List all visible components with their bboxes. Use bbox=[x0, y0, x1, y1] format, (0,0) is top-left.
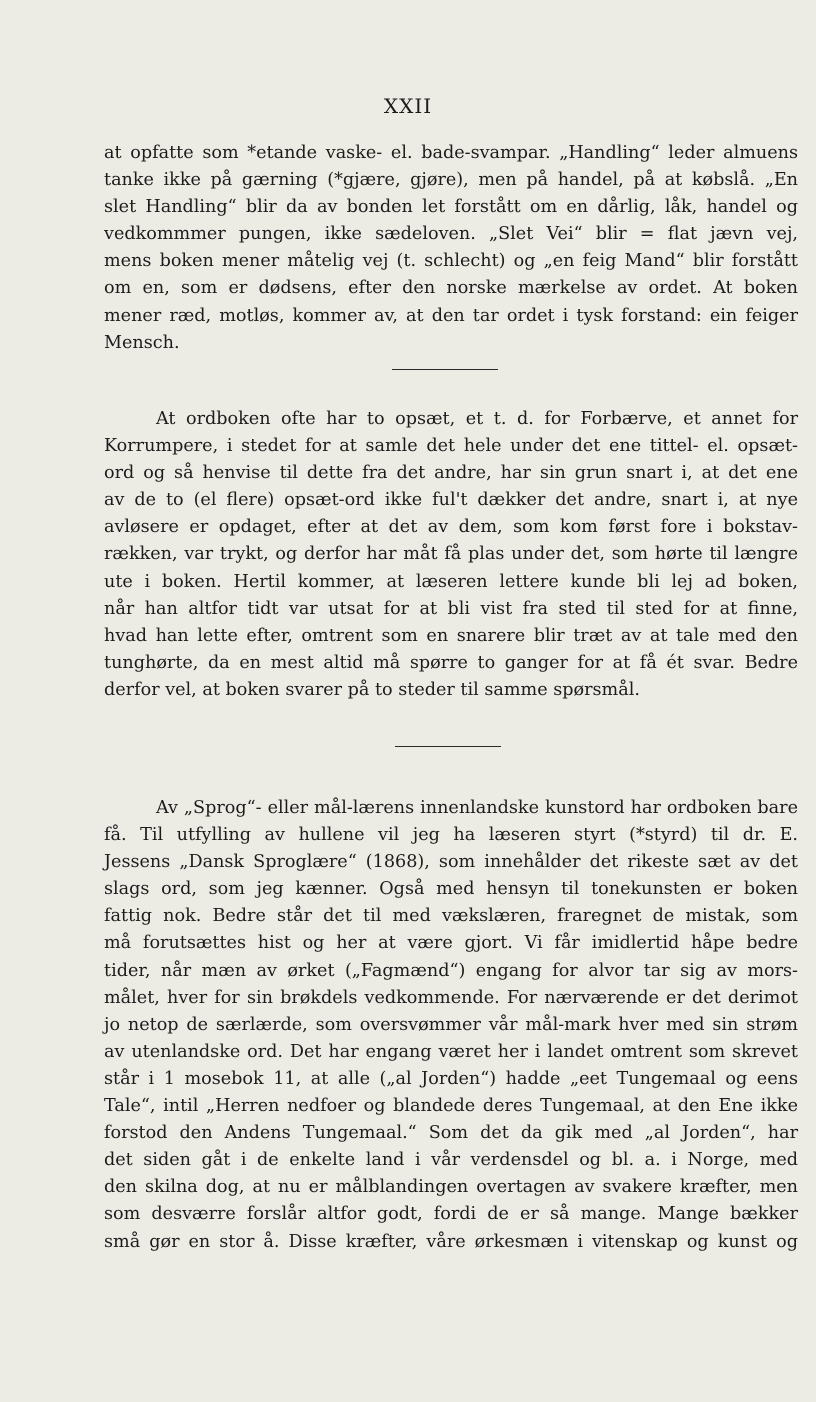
text-line: hvad han lette efter, omtrent som en snarere blir træt av at tale med den bbox=[104, 625, 798, 646]
text-line: At ordboken ofte har to opsæt, et t. d. for Forbærve, et annet for bbox=[156, 409, 798, 429]
text-line: forstod den Andens Tungemaal.“ Som det da gik med „al Jorden“, har bbox=[104, 1123, 798, 1144]
text-line: står i 1 mosebok 11, at alle („al Jorden“) hadde „eet Tungemaal og eens bbox=[104, 1068, 798, 1089]
page-number: XXII bbox=[383, 94, 433, 118]
section-divider bbox=[392, 369, 498, 370]
text-line: når han altfor tidt var utsat for at bli vist fra sted til sted for at finne, bbox=[104, 598, 798, 619]
text-line: målet, hver for sin brøkdels vedkommende. For nærværende er det derimot bbox=[104, 987, 798, 1008]
text-line: Korrumpere, i stedet for at samle det hele under det ene tittel- el. opsæt- bbox=[104, 436, 798, 457]
text-line: den skilna dog, at nu er målblandingen overtagen av svakere kræfter, men bbox=[104, 1177, 798, 1198]
text-line: avløsere er opdaget, efter at det av dem, som kom først fore i bokstav- bbox=[104, 517, 798, 538]
section-divider bbox=[395, 746, 501, 747]
paragraph-2 bbox=[104, 406, 798, 704]
text-line: mens boken mener måtelig vej (t. schlecht) og „en feig Mand“ blir forstått bbox=[104, 251, 798, 272]
text-line: vedkommmer pungen, ikke sædeloven. „Slet Vei“ blir = flat jævn vej, bbox=[104, 224, 798, 245]
text-line: ord og så henvise til dette fra det andre, har sin grun snart i, at det ene bbox=[104, 463, 798, 484]
text-line: slags ord, som jeg kænner. Også med hensyn til tonekunsten er boken bbox=[104, 879, 798, 900]
text-line: om en, som er dødsens, efter den norske mærkelse av ordet. At boken bbox=[104, 278, 798, 299]
text-line: jo netop de særlærde, som oversvømmer vår mål-mark hver med sin strøm bbox=[104, 1014, 798, 1035]
text-line: må forutsættes hist og her at være gjort. Vi får imidlertid håpe bedre bbox=[104, 933, 798, 954]
text-line: tanke ikke på gærning (*gjære, gjøre), men på handel, på at købslå. „En bbox=[104, 170, 798, 191]
text-line: det siden gåt i de enkelte land i vår verdensdel og bl. a. i Norge, med bbox=[104, 1150, 798, 1171]
text-line: få. Til utfylling av hullene vil jeg ha læseren styrt (*styrd) til dr. E. bbox=[104, 825, 798, 846]
text-line: tider, når mæn av ørket („Fagmænd“) engang for alvor tar sig av mors- bbox=[104, 960, 798, 981]
text-line: mener ræd, motløs, kommer av, at den tar ordet i tysk forstand: ein feiger bbox=[104, 305, 798, 326]
text-line: slet Handling“ blir da av bonden let forstått om en dårlig, låk, handel og bbox=[104, 197, 798, 218]
paragraph-3 bbox=[104, 795, 798, 1256]
paragraph-1 bbox=[104, 140, 798, 357]
text-line: Av „Sprog“- eller mål-lærens innenlandske kunstord har ordboken bare bbox=[156, 798, 798, 818]
text-line: rækken, var trykt, og derfor har måt få plas under det, som hørte til længre bbox=[104, 544, 798, 565]
text-line: ute i boken. Hertil kommer, at læseren lettere kunde bli lej ad boken, bbox=[104, 571, 798, 592]
text-line: tunghørte, da en mest altid må spørre to ganger for at få ét svar. Bedre bbox=[104, 652, 798, 673]
text-line: at opfatte som *etande vaske- el. bade-svampar. „Handling“ leder almuens bbox=[104, 143, 798, 163]
text-line: av de to (el flere) opsæt-ord ikke ful't dækker det andre, snart i, at nye bbox=[104, 490, 798, 511]
text-line: som desværre forslår altfor godt, fordi de er så mange. Mange bækker bbox=[104, 1204, 798, 1225]
text-line: fattig nok. Bedre står det til med vækslæren, fraregnet de mistak, som bbox=[104, 906, 798, 927]
text-line: Tale“, intil „Herren nedfoer og blandede deres Tungemaal, at den Ene ikke bbox=[104, 1096, 798, 1117]
text-line: derfor vel, at boken svarer på to steder til samme spørsmål. bbox=[104, 679, 640, 700]
text-line: Mensch. bbox=[104, 332, 180, 353]
text-line: Jessens „Dansk Sproglære“ (1868), som innehålder det rikeste sæt av det bbox=[104, 852, 798, 873]
text-line: små gør en stor å. Disse kræfter, våre ørkesmæn i vitenskap og kunst og bbox=[104, 1231, 798, 1252]
text-line: av utenlandske ord. Det har engang været her i landet omtrent som skrevet bbox=[104, 1041, 798, 1062]
